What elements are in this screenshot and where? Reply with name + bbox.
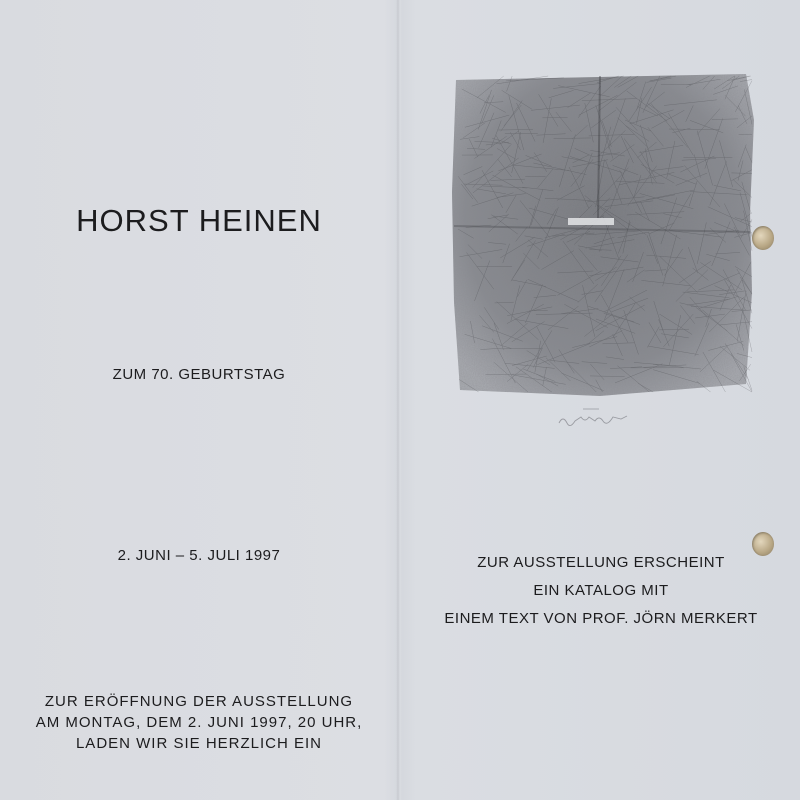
- catalog-notice: [402, 549, 800, 633]
- left-panel: [0, 0, 398, 800]
- binding-hole-top: [752, 226, 774, 250]
- opening-invitation: [0, 691, 398, 754]
- exhibition-dates: 2. JUNI – 5. JULI 1997: [117, 547, 281, 564]
- artist-signature-icon: [553, 405, 643, 431]
- artist-name: HORST HEINEN: [76, 203, 322, 238]
- catalog-line-1: ZUR AUSSTELLUNG ERSCHEINT: [477, 554, 725, 571]
- occasion-text: ZUM 70. GEBURTSTAG: [112, 366, 286, 383]
- opening-line-3: LADEN WIR SIE HERZLICH EIN: [75, 735, 323, 752]
- opening-line-2: AM MONTAG, DEM 2. JUNI 1997, 20 UHR,: [35, 714, 363, 731]
- catalog-line-3: EINEM TEXT VON PROF. JÖRN MERKERT: [444, 610, 758, 627]
- opening-line-1: ZUR ERÖFFNUNG DER AUSSTELLUNG: [44, 693, 354, 710]
- catalog-line-2: EIN KATALOG MIT: [533, 582, 669, 599]
- pencil-drawing-icon: [450, 72, 756, 402]
- binding-hole-bottom: [752, 532, 774, 556]
